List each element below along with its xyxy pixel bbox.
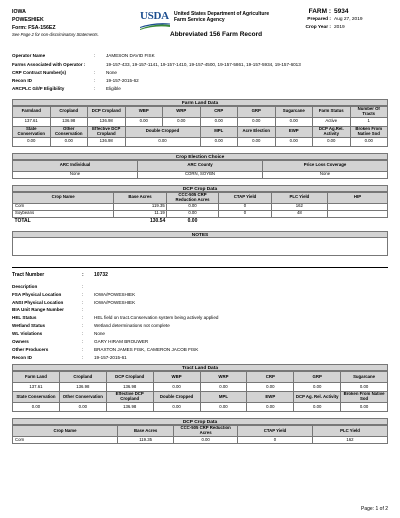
section-divider — [12, 267, 388, 268]
tract-dcp-cell: 162 — [313, 437, 388, 444]
farm-land-table — [12, 106, 388, 147]
dcp-crop-row — [13, 210, 388, 217]
notes-caption: NOTES — [12, 231, 388, 238]
tract-land-row2-cell: 136.98 — [106, 403, 153, 412]
tract-land-row-cell: 0.00 — [200, 383, 247, 392]
farm-land-row-cell: 0.00 — [125, 117, 163, 126]
tract-land-header2-cell: Double Cropped — [153, 392, 200, 403]
crop-election-row-cell: None — [263, 171, 388, 178]
info-row-eligibility: ARCPLC G/I/F Eligibility : Eligible — [12, 86, 121, 92]
farm-land-header — [13, 106, 388, 117]
tract-info-value: None — [94, 331, 105, 337]
farm-land-header2-cell: EWP — [275, 126, 313, 137]
farm-land-row2-cell: 0.00 — [275, 137, 313, 146]
notes-section — [12, 231, 388, 256]
tract-info-row: Other Producers : BRAXTON JAMES FISK, CAMERON JACOB FISK — [12, 346, 388, 354]
tract-info-label: Wetland Status — [12, 323, 46, 329]
farm-land-row2-cell: 0.00 — [313, 137, 351, 146]
info-row-operator: Operator Name : JAMESON DAVID FISK — [12, 53, 155, 59]
tract-info-row: WL Violations : None — [12, 330, 388, 338]
tract-land-row2-cell: 0.00 — [153, 403, 200, 412]
tract-info-value: BRAXTON JAMES FISK, CAMERON JACOB FISK — [94, 346, 199, 352]
crop-election-header — [13, 160, 388, 171]
usda-logo-icon: USDA — [140, 11, 170, 31]
tract-dcp-row — [13, 437, 388, 444]
tract-info-label: FSA Physical Location — [12, 291, 62, 297]
dcp-crop-cell — [328, 210, 388, 217]
dcp-crop-cell: Corn — [13, 203, 114, 210]
tract-land-row-cell: 137.61 — [13, 383, 60, 392]
tract-land-row2-cell: 0.00 — [341, 403, 388, 412]
farm-land-header-cell: DCP Cropland — [88, 106, 126, 117]
tract-info-label: Owners — [12, 338, 29, 344]
farm-land-header2-cell: Double Cropped — [125, 126, 200, 137]
farm-land-header-cell: Number Of Tracts — [350, 106, 388, 117]
farm-land-header-cell: WBP — [125, 106, 163, 117]
tract-land-header-cell: CRP — [247, 372, 294, 383]
tract-land-header2-cell: State Conservation — [13, 392, 60, 403]
agency-name: United States Department of Agriculture Farm Service Agency — [174, 11, 270, 24]
tract-info-row: ANSI Physical Location : IOWA/POWESHIEK — [12, 298, 388, 306]
dcp-crop-table — [12, 192, 388, 226]
dcp-crop-cell: 162 — [271, 203, 327, 210]
tract-info-value: IOWA/POWESHIEK — [94, 291, 136, 297]
tract-land-section — [12, 364, 388, 412]
farm-land-row-cell: 136.98 — [88, 117, 126, 126]
dcp-crop-header-cell: Base Acres — [114, 192, 167, 203]
tract-land-header-cell: Cropland — [59, 372, 106, 383]
farm-land-section — [12, 99, 388, 147]
tract-land-header-cell: Sugarcane — [341, 372, 388, 383]
dcp-crop-cell — [328, 203, 388, 210]
farm-land-row-cell: 0.00 — [238, 117, 276, 126]
crop-election-table — [12, 160, 388, 179]
tract-info-row: Owners : GARY HIRAM BROUWER — [12, 338, 388, 346]
farm-land-row2-cell: 136.98 — [88, 137, 126, 146]
farm-land-header-cell: CRP — [200, 106, 238, 117]
tract-dcp-cell: 0 — [238, 437, 313, 444]
info-row-associated-farms: Farms Associated with Operator : 19-157-433, 19-157-1141, 19-157-1410, 19-157-4500, 19-157-5861, 19-157-5934, 19-157-6013 — [12, 61, 301, 67]
dcp-crop-section — [12, 185, 388, 226]
tract-land-header2-cell: Effective DCP Cropland — [106, 392, 153, 403]
tract-land-header2-cell: Other Conservation — [59, 392, 106, 403]
farm-land-header2-cell: Acre Election — [238, 126, 276, 137]
tract-land-header-cell: DCP Cropland — [106, 372, 153, 383]
tract-dcp-section — [12, 418, 388, 444]
farm-land-header2-cell: Broken From Native Sod — [350, 126, 388, 137]
tract-land-row2-cell: 0.00 — [59, 403, 106, 412]
farm-land-row2-cell: 0.00 — [125, 137, 200, 146]
tract-info-row: BIA Unit Range Number : — [12, 307, 84, 313]
farm-land-header-cell: WRP — [163, 106, 201, 117]
form-number: Form: FSA-156EZ — [12, 25, 56, 31]
notes-body — [12, 238, 388, 256]
farm-land-header2 — [13, 126, 388, 137]
tract-info-row: Description : — [12, 283, 84, 289]
state-name: IOWA — [12, 9, 26, 15]
farm-number-row: FARM : 5934 — [308, 8, 349, 15]
crop-election-header-cell: ARC County — [138, 160, 263, 171]
tract-land-row-cell: 0.00 — [341, 383, 388, 392]
dcp-crop-cell: 119.35 — [114, 203, 167, 210]
farm-land-row2-cell: 0.00 — [13, 137, 51, 146]
farm-land-header-cell: GRP — [238, 106, 276, 117]
dcp-crop-header — [13, 192, 388, 203]
tract-dcp-caption: DCP Crop Data — [12, 418, 388, 425]
tract-dcp-cell: 119.35 — [118, 437, 174, 444]
tract-land-row2-cell: 0.00 — [247, 403, 294, 412]
tract-dcp-header-cell: CTAP Yield — [238, 426, 313, 437]
prepared-row: Prepared : Aug 27, 2019 — [307, 17, 363, 22]
tract-dcp-header-cell: CCC-505 CRP Reduction Acres — [174, 426, 238, 437]
crop-year-row: Crop Year : 2019 — [305, 25, 345, 30]
crop-election-section — [12, 153, 388, 179]
tract-land-row-cell: 136.98 — [106, 383, 153, 392]
farm-land-row — [13, 117, 388, 126]
dcp-crop-cell: 0 — [219, 210, 272, 217]
farm-land-header2-cell: State Conservation — [13, 126, 51, 137]
dcp-crop-header-cell: HIP — [328, 192, 388, 203]
crop-election-row — [13, 171, 388, 178]
farm-land-row2-cell: 0.00 — [350, 137, 388, 146]
tract-info-row: FSA Physical Location : IOWA/POWESHIEK — [12, 290, 388, 298]
farm-land-row2-cell: 0.00 — [200, 137, 238, 146]
farm-land-row-cell: 1 — [350, 117, 388, 126]
tract-land-header-cell: Farm Land — [13, 372, 60, 383]
tract-land-row — [13, 383, 388, 392]
info-row-recon-id: Recon ID : 19-157-2015-62 — [12, 78, 139, 84]
tract-land-header-cell: WBP — [153, 372, 200, 383]
farm-land-row-cell: 0.00 — [275, 117, 313, 126]
tract-dcp-header-cell: Crop Name — [13, 426, 118, 437]
tract-land-row-cell: 0.00 — [247, 383, 294, 392]
tract-land-row2-cell: 0.00 — [200, 403, 247, 412]
dcp-crop-header-cell: CCC-505 CRP Reduction Acres — [166, 192, 219, 203]
tract-dcp-table — [12, 425, 388, 444]
tract-land-row2 — [13, 403, 388, 412]
tract-info-label: WL Violations — [12, 331, 43, 337]
crop-election-caption: Crop Election Choice — [12, 153, 388, 160]
crop-election-header-cell: ARC Individual — [13, 160, 138, 171]
farm-info — [12, 52, 388, 93]
dcp-crop-caption: DCP Crop Data — [12, 185, 388, 192]
discrimination-note: See Page 2 for non-discriminatory Statements. — [12, 32, 99, 37]
dcp-crop-header-cell: Crop Name — [13, 192, 114, 203]
tract-land-caption: Tract Land Data — [12, 364, 388, 371]
dcp-crop-cell: 11.19 — [114, 210, 167, 217]
tract-dcp-header — [13, 426, 388, 437]
dcp-crop-cell: 0 — [219, 203, 272, 210]
tract-land-header-cell: GRP — [294, 372, 341, 383]
tract-info-value: IOWA/POWESHIEK — [94, 299, 136, 305]
document-header — [12, 6, 388, 42]
farm-land-header-cell: Farm Status — [313, 106, 351, 117]
crop-election-row-cell: CORN, SOYBN — [138, 171, 263, 178]
tract-land-table — [12, 371, 388, 412]
tract-dcp-header-cell: Base Acres — [118, 426, 174, 437]
tract-info-label: Recon ID — [12, 354, 32, 360]
tract-info-value: HEL field on tract.Conservation system being actively applied — [94, 315, 219, 321]
tract-land-header2-cell: DCP Ag. Rel. Activity — [294, 392, 341, 403]
crop-election-header-cell: Price Loss Coverage — [263, 160, 388, 171]
tract-land-row-cell: 0.00 — [294, 383, 341, 392]
header-right — [296, 7, 386, 32]
tract-info-label: Other Producers — [12, 346, 49, 352]
farm-land-header-cell: Farmland — [13, 106, 51, 117]
farm-land-row-cell: 136.98 — [50, 117, 88, 126]
tract-dcp-cell: Corn — [13, 437, 118, 444]
tract-number-row: Tract Number : 10732 — [12, 272, 108, 279]
dcp-crop-row — [13, 203, 388, 210]
tract-land-header2-cell: MPL — [200, 392, 247, 403]
tract-dcp-cell: 0.00 — [174, 437, 238, 444]
tract-info-value: Wetland determinations not complete — [94, 323, 170, 329]
page-number: Page: 1 of 2 — [361, 506, 388, 513]
farm-land-header2-cell: Other Conservation — [50, 126, 88, 137]
tract-land-row2-cell: 0.00 — [13, 403, 60, 412]
dcp-crop-header-cell: CTAP Yield — [219, 192, 272, 203]
tract-info-label: Description — [12, 283, 38, 289]
farm-land-header2-cell: DCP Ag.Rel. Activity — [313, 126, 351, 137]
farm-land-row-cell: 137.61 — [13, 117, 51, 126]
usda-sweep-icon — [140, 23, 170, 30]
document-title: Abbreviated 156 Farm Record — [170, 31, 263, 38]
info-row-crp-contract: CRP Contract Number(s) : None — [12, 69, 117, 75]
dcp-crop-cell: 48 — [271, 210, 327, 217]
dcp-crop-cell: Soybeans — [13, 210, 114, 217]
tract-info-label: ANSI Physical Location — [12, 299, 64, 305]
tract-land-row-cell: 0.00 — [153, 383, 200, 392]
tract-land-header2-cell: Broken From Native Sod — [341, 392, 388, 403]
farm-land-caption: Farm Land Data — [12, 99, 388, 106]
farm-land-header-cell: Sugarcane — [275, 106, 313, 117]
tract-info — [12, 282, 388, 361]
farm-land-header-cell: Cropland — [50, 106, 88, 117]
dcp-crop-header-cell: PLC Yield — [271, 192, 327, 203]
tract-info-value: GARY HIRAM BROUWER — [94, 338, 149, 344]
farm-land-header2-cell: MPL — [200, 126, 238, 137]
farm-land-row-cell: Active — [313, 117, 351, 126]
tract-land-header-cell: WRP — [200, 372, 247, 383]
tract-land-header2 — [13, 392, 388, 403]
farm-land-row2-cell: 0.00 — [50, 137, 88, 146]
dcp-total-row: TOTAL 130.54 0.00 — [14, 217, 198, 224]
tract-info-row: HEL Status : HEL field on tract.Conservation system being actively applied — [12, 314, 388, 322]
usda-logo-block — [140, 11, 269, 31]
tract-dcp-header-cell: PLC Yield — [313, 426, 388, 437]
tract-land-row-cell: 136.98 — [59, 383, 106, 392]
tract-land-header — [13, 372, 388, 383]
tract-info-row: Recon ID : 19-157-2015-61 — [12, 353, 388, 361]
crop-election-row-cell: None — [13, 171, 138, 178]
farm-land-row2-cell: 0.00 — [238, 137, 276, 146]
farm-land-row2 — [13, 137, 388, 146]
tract-info-label: BIA Unit Range Number — [12, 307, 64, 313]
tract-land-header2-cell: EWP — [247, 392, 294, 403]
county-name: POWESHIEK — [12, 17, 44, 23]
farm-land-row-cell: 0.00 — [163, 117, 201, 126]
dcp-crop-cell: 0.00 — [166, 203, 219, 210]
tract-info-row: Wetland Status : Wetland determinations not complete — [12, 322, 388, 330]
tract-info-value: 19-157-2015-61 — [94, 354, 127, 360]
farm-land-row-cell: 0.00 — [200, 117, 238, 126]
header-left — [12, 8, 132, 38]
tract-land-row2-cell: 0.00 — [294, 403, 341, 412]
farm-land-header2-cell: Effective DCP Cropland — [88, 126, 126, 137]
tract-info-label: HEL Status — [12, 315, 37, 321]
dcp-crop-cell: 0.00 — [166, 210, 219, 217]
